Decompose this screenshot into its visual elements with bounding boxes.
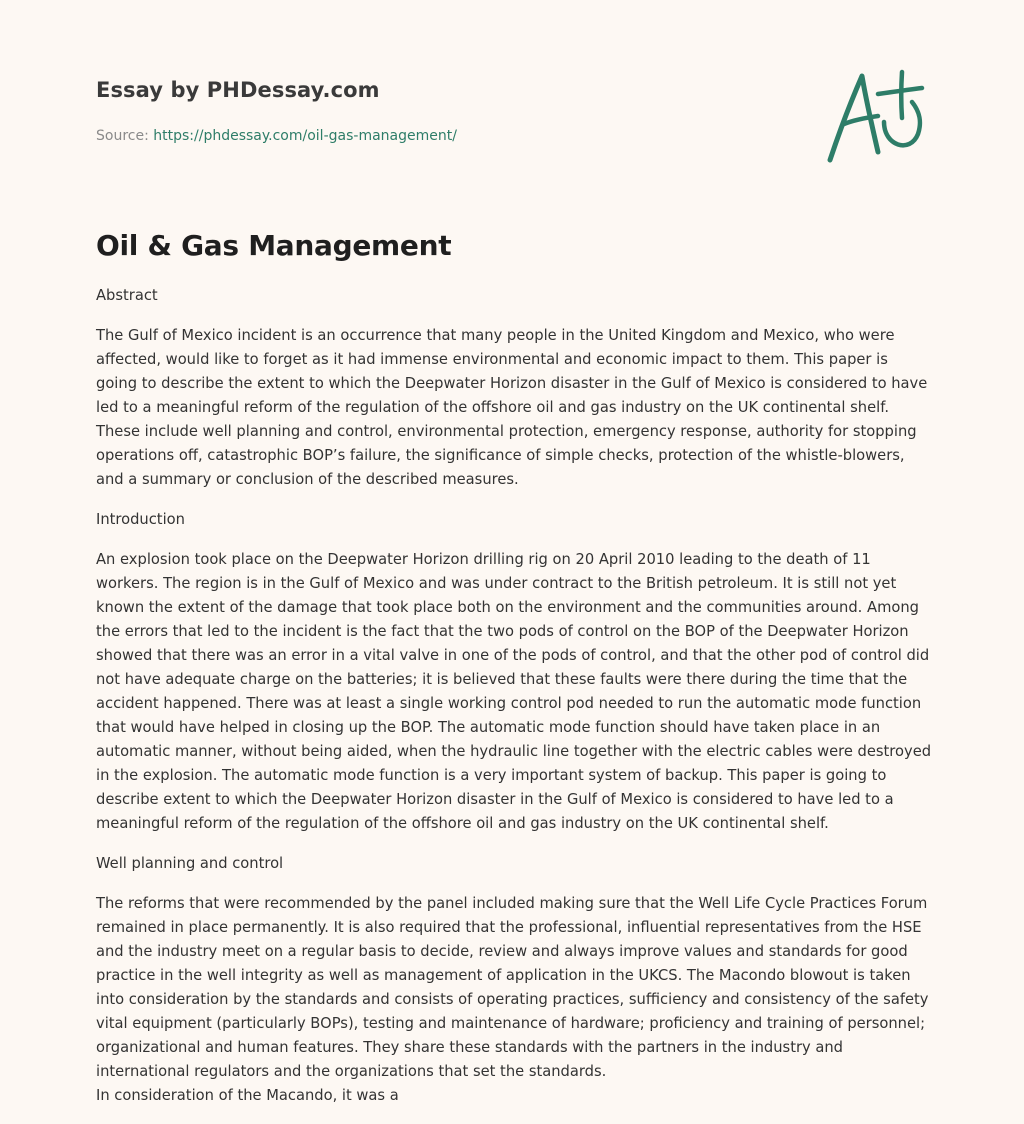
source-link[interactable]: https://phdessay.com/oil-gas-management/ bbox=[153, 128, 457, 144]
source-line bbox=[96, 126, 796, 146]
essay-body bbox=[96, 284, 932, 1108]
section-heading-abstract: Abstract bbox=[96, 287, 158, 304]
a-plus-logo-icon bbox=[822, 66, 930, 166]
paragraph-well-planning: The reforms that were recommended by the panel included making sure that the Well Life Cycle Practices Forum remained in place permanently. It is also required that the professional, influential representatives from the HSE and the industry meet on a regular basis to decide, review and always improve values and standards for good practice in the well integrity as well as management of application in the UKCS. The Macondo blowout is taken into consideration by the standards and consists of operating practices, sufficiency and consistency of the safety vital equipment (particularly BOPs), testing and maintenance of hardware; proficiency and training of personnel; organizational and human features. They share these standards with the partners in the industry and international regulators and the organizations that set the standards. bbox=[96, 895, 929, 1080]
essay-header bbox=[96, 76, 796, 146]
source-label: Source: bbox=[96, 128, 149, 144]
paragraph-introduction: An explosion took place on the Deepwater Horizon drilling rig on 20 April 2010 leading to the death of 11 workers. The region is in the Gulf of Mexico and was under contract to the British petroleum. It is still not yet known the extent of the damage that took place both on the environment and the communities around. Among the errors that led to the incident is the fact that the two pods of control on the BOP of the Deepwater Horizon showed that there was an error in a vital valve in one of the pods of control, and that the other pod of control did not have adequate charge on the batteries; it is believed that these faults were there during the time that the accident happened. There was at least a single working control pod needed to run the automatic mode function that would have helped in closing up the BOP. The automatic mode function should have taken place in an automatic manner, without being aided, when the hydraulic line together with the electric cables were destroyed in the explosion. The automatic mode function is a very important system of backup. This paper is going to describe extent to which the Deepwater Horizon disaster in the Gulf of Mexico is considered to have led to a meaningful reform of the regulation of the offshore oil and gas industry on the UK continental shelf. bbox=[96, 551, 932, 832]
essay-title: Oil & Gas Management bbox=[96, 229, 452, 262]
section-heading-well-planning: Well planning and control bbox=[96, 855, 284, 872]
brand-title: Essay by PHDessay.com bbox=[96, 78, 380, 102]
paragraph-truncated: In consideration of the Macando, it was a bbox=[96, 1087, 399, 1104]
section-heading-introduction: Introduction bbox=[96, 511, 185, 528]
paragraph-abstract: The Gulf of Mexico incident is an occurrence that many people in the United Kingdom and Mexico, who were affected, would like to forget as it had immense environmental and economic impact to them. This paper is going to describe the extent to which the Deepwater Horizon disaster in the Gulf of Mexico is considered to have led to a meaningful reform of the regulation of the offshore oil and gas industry on the UK continental shelf. These include well planning and control, environmental protection, emergency response, authority for stopping operations off, catastrophic BOP’s failure, the significance of simple checks, protection of the whistle-blowers, and a summary or conclusion of the described measures. bbox=[96, 327, 928, 488]
